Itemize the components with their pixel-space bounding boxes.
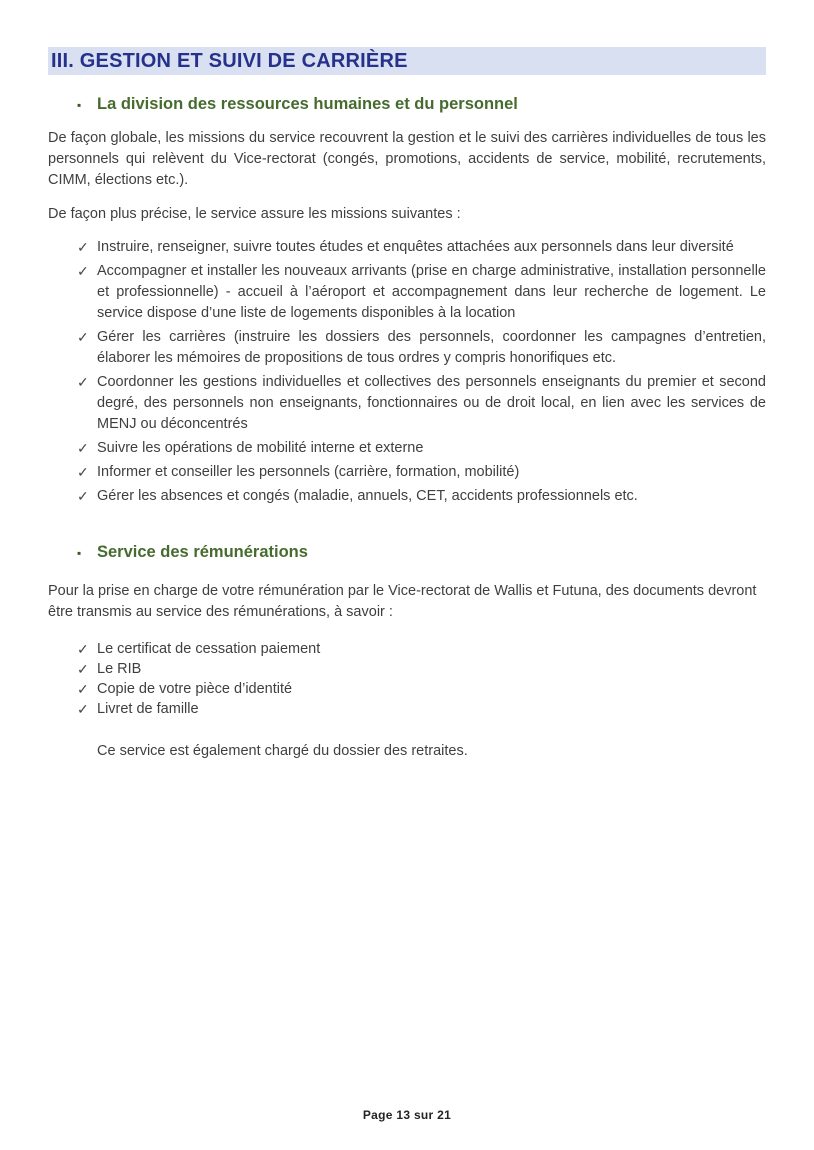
list-item (77, 486, 766, 507)
page-number: Page 13 sur 21 (362, 1108, 452, 1122)
check-icon: ✓ (77, 701, 89, 717)
list-item (77, 438, 766, 459)
check-icon: ✓ (77, 374, 89, 390)
paragraph-missions-globales: De façon globale, les missions du service recouvrent la gestion et le suivi des carrières individuelles de tous les personnels qui relèvent du Vice-rectorat (congés, promotions, accidents de service, mobilité, recrutements, CIMM, élections etc.). (48, 130, 766, 188)
list-item (77, 237, 766, 258)
check-icon: ✓ (77, 263, 89, 279)
list-item-text: Le certificat de cessation paiement (97, 641, 321, 657)
list-item-text: Suivre les opérations de mobilité interne et externe (97, 440, 424, 456)
chapter-title: III. GESTION ET SUIVI DE CARRIÈRE (51, 50, 408, 72)
list-item-text: Copie de votre pièce d’identité (97, 681, 293, 697)
list-item-text: Coordonner les gestions individuelles et collectives des personnels enseignants du premier et second degré, des personnels non enseignants, fonctionnaires ou de droit local, en lien avec les services de MENJ ou déconcentrés (97, 374, 766, 432)
subsection-heading-division-rh (77, 93, 766, 115)
check-icon: ✓ (77, 329, 89, 345)
missions-checklist (48, 237, 766, 507)
list-item-text: Livret de famille (97, 701, 199, 717)
list-item (77, 462, 766, 483)
subsection-heading-remunerations (77, 541, 766, 563)
list-item-text: Gérer les carrières (instruire les dossiers des personnels, coordonner les campagnes d’entretien, élaborer les mémoires de propositions de tous ordres y compris honorifiques etc. (97, 329, 766, 366)
list-item (77, 372, 766, 435)
list-item (77, 699, 766, 719)
list-item (77, 327, 766, 369)
list-item-text: Gérer les absences et congés (maladie, annuels, CET, accidents professionnels etc. (97, 488, 638, 504)
documents-checklist (48, 639, 766, 719)
paragraph-remuneration-intro: Pour la prise en charge de votre rémunération par le Vice-rectorat de Wallis et Futuna, des documents devront être transmis au service des rémunérations, à savoir : (48, 583, 757, 620)
check-icon: ✓ (77, 239, 89, 255)
check-icon: ✓ (77, 440, 89, 456)
chapter-title-banner (48, 47, 766, 75)
check-icon: ✓ (77, 488, 89, 504)
check-icon: ✓ (77, 464, 89, 480)
list-item-text: Instruire, renseigner, suivre toutes études et enquêtes attachées aux personnels dans leur diversité (97, 239, 734, 255)
list-item (77, 639, 766, 659)
subsection-heading-label: La division des ressources humaines et du personnel (97, 95, 518, 113)
check-icon: ✓ (77, 661, 89, 677)
paragraph-retraites: Ce service est également chargé du dossier des retraites. (97, 743, 468, 759)
list-item-text: Informer et conseiller les personnels (carrière, formation, mobilité) (97, 464, 520, 480)
list-item (77, 679, 766, 699)
list-item (77, 659, 766, 679)
square-bullet-icon: ▪ (77, 546, 82, 560)
list-item-text: Accompagner et installer les nouveaux arrivants (prise en charge administrative, installation personnelle et professionnelle) - accueil à l’aéroport et accompagnement dans leur recherche de logement. Le service dispose d’une liste de logements disponibles à la location (97, 263, 766, 321)
check-icon: ✓ (77, 641, 89, 657)
paragraph-missions-intro: De façon plus précise, le service assure les missions suivantes : (48, 206, 461, 222)
list-item-text: Le RIB (97, 661, 142, 677)
subsection-heading-label: Service des rémunérations (97, 543, 308, 561)
square-bullet-icon: ▪ (77, 98, 82, 112)
list-item (77, 261, 766, 324)
check-icon: ✓ (77, 681, 89, 697)
